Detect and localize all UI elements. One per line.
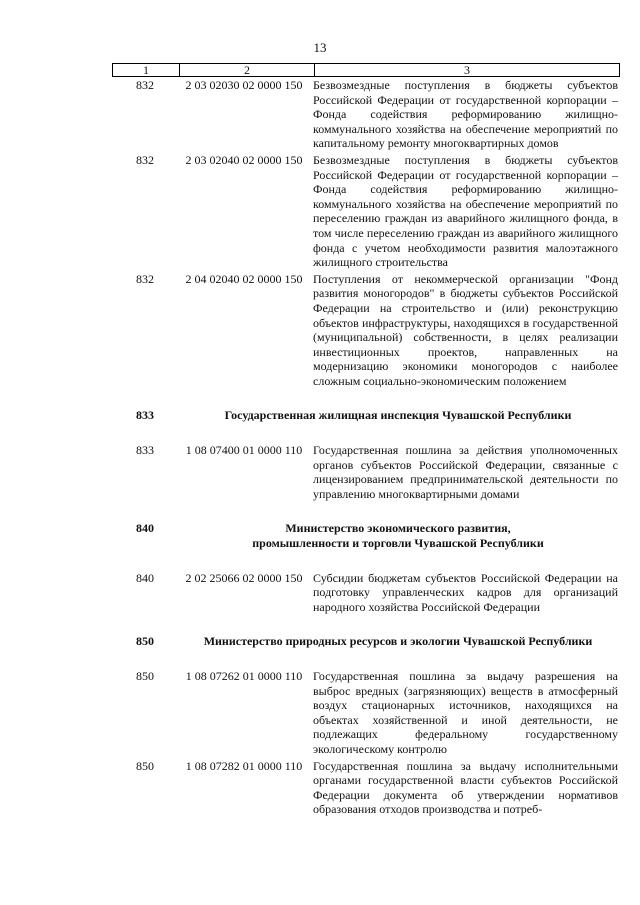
kbk-code: 1 08 07282 01 0000 110 bbox=[185, 758, 303, 773]
table-row bbox=[112, 78, 620, 151]
admin-code: 832 bbox=[136, 78, 154, 92]
column-header-3: 3 bbox=[315, 64, 620, 77]
column-header-row bbox=[112, 63, 620, 77]
section-heading bbox=[112, 521, 620, 550]
section-title: Государственная жилищная инспекция Чувашской Республики bbox=[224, 408, 572, 423]
section-heading bbox=[112, 634, 620, 649]
page-number: 13 bbox=[313, 40, 327, 55]
table-row bbox=[112, 759, 620, 817]
revenue-description: Безвозмездные поступления в бюджеты субъектов Российской Федерации от государственной корпорации – Фонда содействия реформированию жилищно-коммунального хозяйства на обеспечение мероприятий по капитальному ремонту многоквартирных домов bbox=[313, 78, 618, 151]
section-code: 840 bbox=[136, 521, 154, 536]
kbk-code: 2 03 02030 02 0000 150 bbox=[185, 78, 303, 92]
admin-code: 840 bbox=[136, 570, 154, 585]
revenue-description: Субсидии бюджетам субъектов Российской Федерации на подготовку управленческих кадров для организаций народного хозяйства Российской Федерации bbox=[313, 570, 618, 614]
kbk-code: 1 08 07262 01 0000 110 bbox=[185, 669, 303, 683]
revenue-description: Безвозмездные поступления в бюджеты субъектов Российской Федерации от государственной корпорации – Фонда содействия реформированию жилищно-коммунального хозяйства на обеспечение мероприятий по переселению граждан из аварийного жилищного фонда, в том числе переселению граждан из аварийного жилищного фонда с учетом необходимости развития малоэтажного жилищного строительства bbox=[313, 152, 618, 270]
table-row bbox=[112, 571, 620, 615]
admin-code: 832 bbox=[136, 271, 154, 286]
section-title: Министерство экономического развития, промышленности и торговли Чувашской Республики bbox=[252, 521, 544, 551]
column-header-2: 2 bbox=[180, 64, 315, 77]
table-row bbox=[112, 272, 620, 389]
kbk-code: 2 03 02040 02 0000 150 bbox=[185, 152, 303, 167]
admin-code: 850 bbox=[136, 758, 154, 773]
kbk-code: 2 04 02040 02 0000 150 bbox=[185, 271, 303, 286]
admin-code: 832 bbox=[136, 152, 154, 167]
revenue-description: Государственная пошлина за выдачу разрешения на выброс вредных (загрязняющих) веществ в атмосферный воздух стационарных источников, находящихся на объектах хозяйственной и иной деятельности, не подлежащих федеральному государственному экологическому контролю bbox=[313, 669, 618, 756]
revenue-description: Государственная пошлина за действия уполномоченных органов субъектов Российской Федерации, связанные с лицензированием предпринимательской деятельности по управлению многоквартирными домами bbox=[313, 443, 618, 501]
section-code: 850 bbox=[136, 634, 154, 649]
table-body bbox=[112, 78, 620, 817]
column-header-1: 1 bbox=[113, 64, 180, 77]
admin-code: 833 bbox=[136, 443, 154, 458]
revenue-description: Государственная пошлина за выдачу исполнительными органами государственной власти субъектов Российской Федерации документа об утверждении нормативов образования отходов производства и потреб- bbox=[313, 758, 618, 817]
admin-code: 850 bbox=[136, 669, 154, 683]
section-code: 833 bbox=[136, 408, 154, 423]
section-heading bbox=[112, 408, 620, 423]
table-row bbox=[112, 153, 620, 270]
table-row bbox=[112, 669, 620, 757]
section-title: Министерство природных ресурсов и экологии Чувашской Республики bbox=[203, 634, 593, 649]
table-row bbox=[112, 443, 620, 501]
revenue-description: Поступления от некоммерческой организации "Фонд развития моногородов" в бюджеты субъектов Российской Федерации на строительство и (или) реконструкцию объектов инфраструктуры, находящихся в государственной (муниципальной) собственности, в целях реализации инвестиционных проектов, направленных на модернизацию экономики моногородов с наиболее сложным социально-экономическим положением bbox=[313, 271, 618, 388]
kbk-code: 2 02 25066 02 0000 150 bbox=[185, 570, 303, 585]
kbk-code: 1 08 07400 01 0000 110 bbox=[185, 443, 303, 458]
